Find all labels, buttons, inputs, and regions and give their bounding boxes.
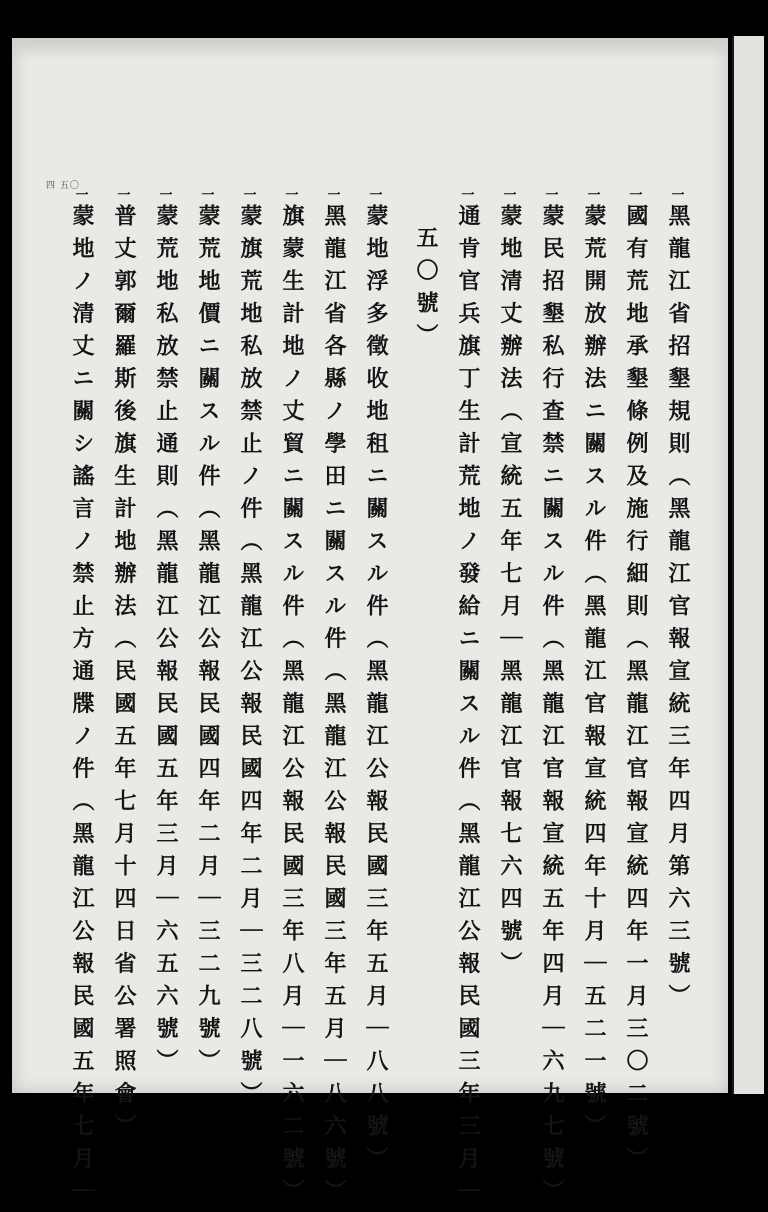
entry-column <box>490 188 530 1088</box>
entry-column <box>574 188 614 1147</box>
entry-column <box>230 188 270 1114</box>
entry-column <box>448 188 488 1212</box>
entry-text: 蒙地浮多徵收地租ニ關スル件（黑龍江公報民國三年五月｜八八號） <box>363 204 389 1179</box>
entry-text: 蒙旗荒地私放禁止ノ件（黑龍江公報民國四年二月｜三二八號） <box>237 204 263 1114</box>
text-columns <box>60 188 698 1212</box>
entry-marker: 一 <box>461 188 475 203</box>
entry-marker: 一 <box>545 188 559 203</box>
entry-continuation-column <box>406 188 446 1088</box>
entry-marker: 一 <box>369 188 383 203</box>
entry-column <box>532 188 572 1212</box>
entry-marker: 一 <box>117 188 131 203</box>
entry-text: 蒙荒開放辦法ニ關スル件（黑龍江官報宣統四年十月｜五二一號） <box>581 204 607 1147</box>
entry-text: 蒙地清丈辦法（宣統五年七月｜黑龍江官報七六四號） <box>497 204 523 984</box>
entry-text: 國有荒地承墾條例及施行細則（黑龍江官報宣統四年一月三〇二號） <box>623 204 649 1179</box>
entry-text: 五〇號） <box>413 226 439 356</box>
entry-column <box>62 188 102 1212</box>
entry-text: 旗蒙生計地ノ丈貿ニ關スル件（黑龍江公報民國三年八月｜一六二號） <box>279 204 305 1212</box>
entry-column <box>146 188 186 1088</box>
entry-text: 通肯官兵旗丁生計荒地ノ發給ニ關スル件（黑龍江公報民國三年三月｜ <box>455 204 481 1212</box>
corner-page-note: 四 五〇 <box>46 181 80 191</box>
entry-text: 黑龍江省各縣ノ學田ニ關スル件（黑龍江公報民國三年五月｜八六號） <box>321 204 347 1212</box>
entry-marker: 一 <box>285 188 299 203</box>
entry-marker: 一 <box>629 188 643 203</box>
entry-marker: 一 <box>243 188 257 203</box>
entry-column <box>272 188 312 1212</box>
entry-column <box>616 188 656 1179</box>
entry-text: 蒙荒地價ニ關スル件（黑龍江公報民國四年二月｜三二九號） <box>195 204 221 1082</box>
entry-marker: 一 <box>671 188 685 203</box>
entry-marker: 一 <box>587 188 601 203</box>
entry-marker: 一 <box>327 188 341 203</box>
entry-column <box>314 188 354 1212</box>
scanned-page <box>12 38 728 1212</box>
entry-text: 蒙地ノ清丈ニ關シ謠言ノ禁止方通牒ノ件（黑龍江公報民國五年七月｜ <box>69 204 95 1212</box>
binding-edge-strip <box>732 36 764 1094</box>
entry-column <box>188 188 228 1088</box>
entry-text: 黑龍江省招墾規則（黑龍江官報宣統三年四月第六三號） <box>665 204 691 1017</box>
entry-text: 蒙荒地私放禁止通則（黑龍江公報民國五年三月｜六五六號） <box>153 204 179 1082</box>
entry-text: 蒙民招墾私行查禁ニ關スル件（黑龍江官報宣統五年四月｜六九七號） <box>539 204 565 1212</box>
entry-text: 普丈郭爾羅斯後旗生計地辦法（民國五年七月十四日省公署照會） <box>111 204 137 1147</box>
entry-marker: 一 <box>75 188 89 203</box>
entry-column <box>104 188 144 1147</box>
entry-column <box>658 188 698 1088</box>
entry-marker: 一 <box>201 188 215 203</box>
entry-marker: 一 <box>503 188 517 203</box>
entry-column <box>356 188 396 1179</box>
entry-marker: 一 <box>159 188 173 203</box>
